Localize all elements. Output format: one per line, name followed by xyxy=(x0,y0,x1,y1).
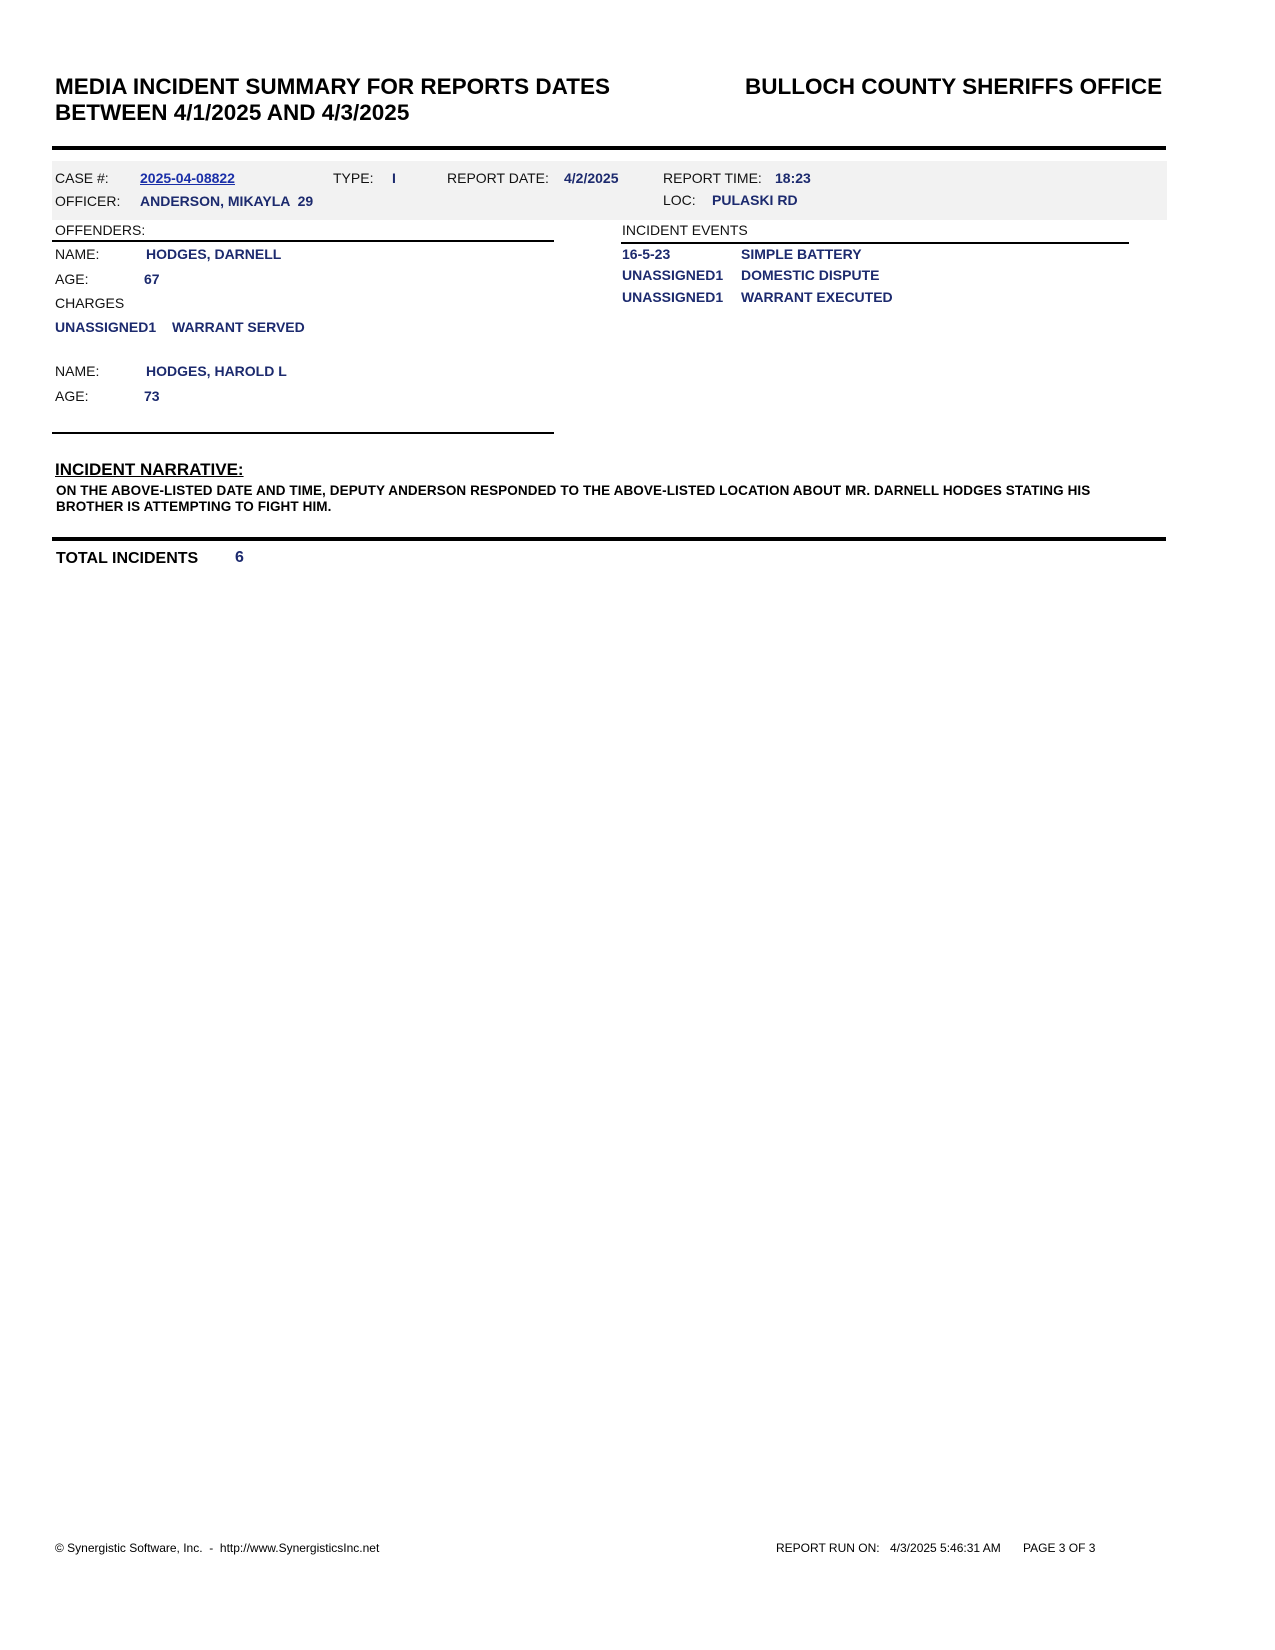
event-code: UNASSIGNED1 xyxy=(622,289,724,305)
offender-age-label: AGE: xyxy=(55,271,89,287)
event-description: DOMESTIC DISPUTE xyxy=(741,267,880,283)
event-code: UNASSIGNED1 xyxy=(622,267,724,283)
type-value: I xyxy=(392,170,396,186)
report-title-line1: MEDIA INCIDENT SUMMARY FOR REPORTS DATES xyxy=(55,74,611,99)
charges-label: CHARGES xyxy=(55,295,125,311)
footer-run-value: 4/3/2025 5:46:31 AM xyxy=(890,1541,1001,1555)
offender-name-label: NAME: xyxy=(55,246,100,262)
narrative-divider xyxy=(52,537,1166,541)
officer-label: OFFICER: xyxy=(55,193,121,209)
location-label: LOC: xyxy=(663,192,696,208)
offenders-heading: OFFENDERS: xyxy=(55,222,146,238)
report-date-value: 4/2/2025 xyxy=(564,170,619,186)
offender-name-label: NAME: xyxy=(55,363,100,379)
footer-copyright: © Synergistic Software, Inc. - http://www.SynergisticsInc.net xyxy=(55,1541,380,1555)
total-incidents-value: 6 xyxy=(235,549,244,566)
case-number-label: CASE #: xyxy=(55,170,109,186)
offenders-end-divider xyxy=(52,432,554,434)
offender-age: 73 xyxy=(144,388,160,404)
report-time-value: 18:23 xyxy=(775,170,811,186)
incident-events-heading: INCIDENT EVENTS xyxy=(622,222,748,238)
offender-age-label: AGE: xyxy=(55,388,89,404)
incident-events-divider xyxy=(621,242,1129,244)
location-value: PULASKI RD xyxy=(712,192,798,208)
narrative-heading: INCIDENT NARRATIVE: xyxy=(55,460,244,479)
case-number-link[interactable]: 2025-04-08822 xyxy=(140,170,235,186)
officer-value: ANDERSON, MIKAYLA 29 xyxy=(140,193,314,209)
footer-page-number: PAGE 3 OF 3 xyxy=(1023,1541,1096,1555)
offenders-divider xyxy=(52,240,554,242)
header-divider xyxy=(52,146,1166,150)
footer-run-label: REPORT RUN ON: xyxy=(776,1541,880,1555)
charge-description: WARRANT SERVED xyxy=(172,319,305,335)
report-title-line2: BETWEEN 4/1/2025 AND 4/3/2025 xyxy=(55,100,410,125)
report-date-label: REPORT DATE: xyxy=(447,170,549,186)
offender-age: 67 xyxy=(144,271,160,287)
event-description: SIMPLE BATTERY xyxy=(741,246,862,262)
charge-code: UNASSIGNED1 xyxy=(55,319,157,335)
narrative-text: ON THE ABOVE-LISTED DATE AND TIME, DEPUTY ANDERSON RESPONDED TO THE ABOVE-LISTED LOCATION ABOUT MR. DARNELL HODGES STATING HIS BROTHER IS ATTEMPTING TO FIGHT HIM. xyxy=(56,483,1091,514)
agency-name: BULLOCH COUNTY SHERIFFS OFFICE xyxy=(745,74,1163,99)
event-description: WARRANT EXECUTED xyxy=(741,289,893,305)
total-incidents-label: TOTAL INCIDENTS xyxy=(56,550,199,567)
report-time-label: REPORT TIME: xyxy=(663,170,762,186)
offender-name: HODGES, DARNELL xyxy=(146,246,282,262)
type-label: TYPE: xyxy=(333,170,374,186)
offender-name: HODGES, HAROLD L xyxy=(146,363,287,379)
event-code: 16-5-23 xyxy=(622,246,671,262)
report-title xyxy=(55,74,695,126)
